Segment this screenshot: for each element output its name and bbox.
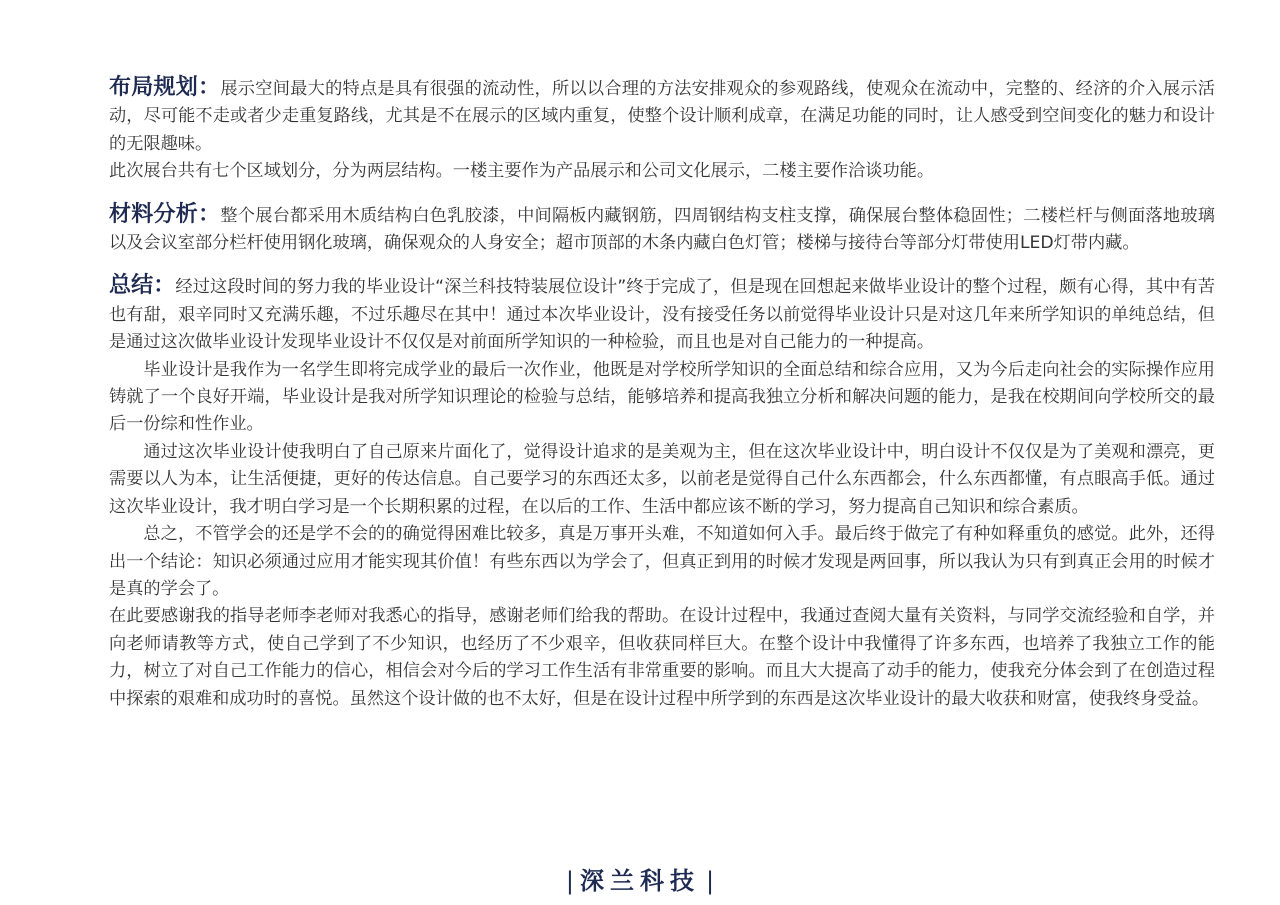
footer-bar-right: | (706, 867, 715, 895)
material-heading: 材料分析： (109, 201, 221, 227)
layout-paragraph-2: 此次展台共有七个区域划分，分为两层结构。一楼主要作为产品展示和公司文化展示，二楼主要作洽谈功能。 (109, 161, 935, 182)
summary-paragraph-1 (109, 272, 1215, 356)
summary-paragraph-3: 通过这次毕业设计使我明白了自己原来片面化了，觉得设计追求的是美观为主，但在这次毕业设计中，明白设计不仅仅是为了美观和漂亮，更需要以人为本，让生活便捷，更好的传达信息。自己要学习的东西还太多，以前老是觉得自己什么东西都会，什么东西都懂，有点眼高手低。通过这次毕业设计，我才明白学习是一个长期积累的过程，在以后的工作、生活中都应该不断的学习，努力提高自己知识和综合素质。 (109, 441, 1215, 517)
material-text: 整个展台都采用木质结构白色乳胶漆，中间隔板内藏钢筋，四周钢结构支柱支撑，确保展台整体稳固性；二楼栏杆与侧面落地玻璃以及会议室部分栏杆使用钢化玻璃，确保观众的人身安全；超市顶部的木条内藏白色灯管；楼梯与接待台等部分灯带使用LED灯带内藏。 (109, 205, 1215, 254)
summary-section (109, 272, 1215, 713)
document-body (109, 74, 1215, 713)
summary-text: 经过这段时间的努力我的毕业设计“深兰科技特装展位设计”终于完成了，但是现在回想起来做毕业设计的整个过程，颇有心得，其中有苦也有甜，艰辛同时又充满乐趣，不过乐趣尽在其中！通过本次毕业设计，没有接受任务以前觉得毕业设计只是对这几年来所学知识的单纯总结，但是通过这次做毕业设计发现毕业设计不仅仅是对前面所学知识的一种检验，而且也是对自己能力的一种提高。 (109, 277, 1215, 353)
summary-paragraph-5: 在此要感谢我的指导老师李老师对我悉心的指导，感谢老师们给我的帮助。在设计过程中，我通过查阅大量有关资料，与同学交流经验和自学，并向老师请教等方式，使自己学到了不少知识，也经历了不少艰辛，但收获同样巨大。在整个设计中我懂得了许多东西，也培养了我独立工作的能力，树立了对自己工作能力的信心，相信会对今后的学习工作生活有非常重要的影响。而且大大提高了动手的能力，使我充分体会到了在创造过程中探索的艰难和成功时的喜悦。虽然这个设计做的也不太好，但是在设计过程中所学到的东西是这次毕业设计的最大收获和财富，使我终身受益。 (109, 606, 1215, 709)
brand-name: 深兰科技 (580, 867, 700, 895)
footer-bar-left: | (565, 867, 574, 895)
layout-text: 展示空间最大的特点是具有很强的流动性，所以以合理的方法安排观众的参观路线，使观众在流动中，完整的、经济的介入展示活动，尽可能不走或者少走重复路线，尤其是不在展示的区域内重复，使整个设计顺利成章，在满足功能的同时，让人感受到空间变化的魅力和设计的无限趣味。 (109, 79, 1215, 154)
summary-paragraph-2: 毕业设计是我作为一名学生即将完成学业的最后一次作业，他既是对学校所学知识的全面总结和综合应用，又为今后走向社会的实际操作应用铸就了一个良好开端，毕业设计是我对所学知识理论的检验与总结，能够培养和提高我独立分析和解决问题的能力，是我在校期间向学校所交的最后一份综和性作业。 (109, 359, 1215, 435)
section-spacer (109, 186, 1215, 201)
material-section (109, 201, 1215, 258)
summary-paragraph-4: 总之，不管学会的还是学不会的的确觉得困难比较多，真是万事开头难，不知道如何入手。最后终于做完了有种如释重负的感觉。此外，还得出一个结论：知识必须通过应用才能实现其价值！有些东西以为学会了，但真正到用的时候才发现是两回事，所以我认为只有到真正会用的时候才是真的学会了。 (109, 524, 1215, 599)
layout-section (109, 74, 1215, 186)
layout-heading: 布局规划： (109, 75, 221, 100)
layout-paragraph (109, 74, 1215, 158)
summary-heading: 总结： (109, 273, 176, 299)
footer-brand (0, 864, 1280, 898)
section-spacer (109, 257, 1215, 272)
material-paragraph (109, 201, 1215, 258)
